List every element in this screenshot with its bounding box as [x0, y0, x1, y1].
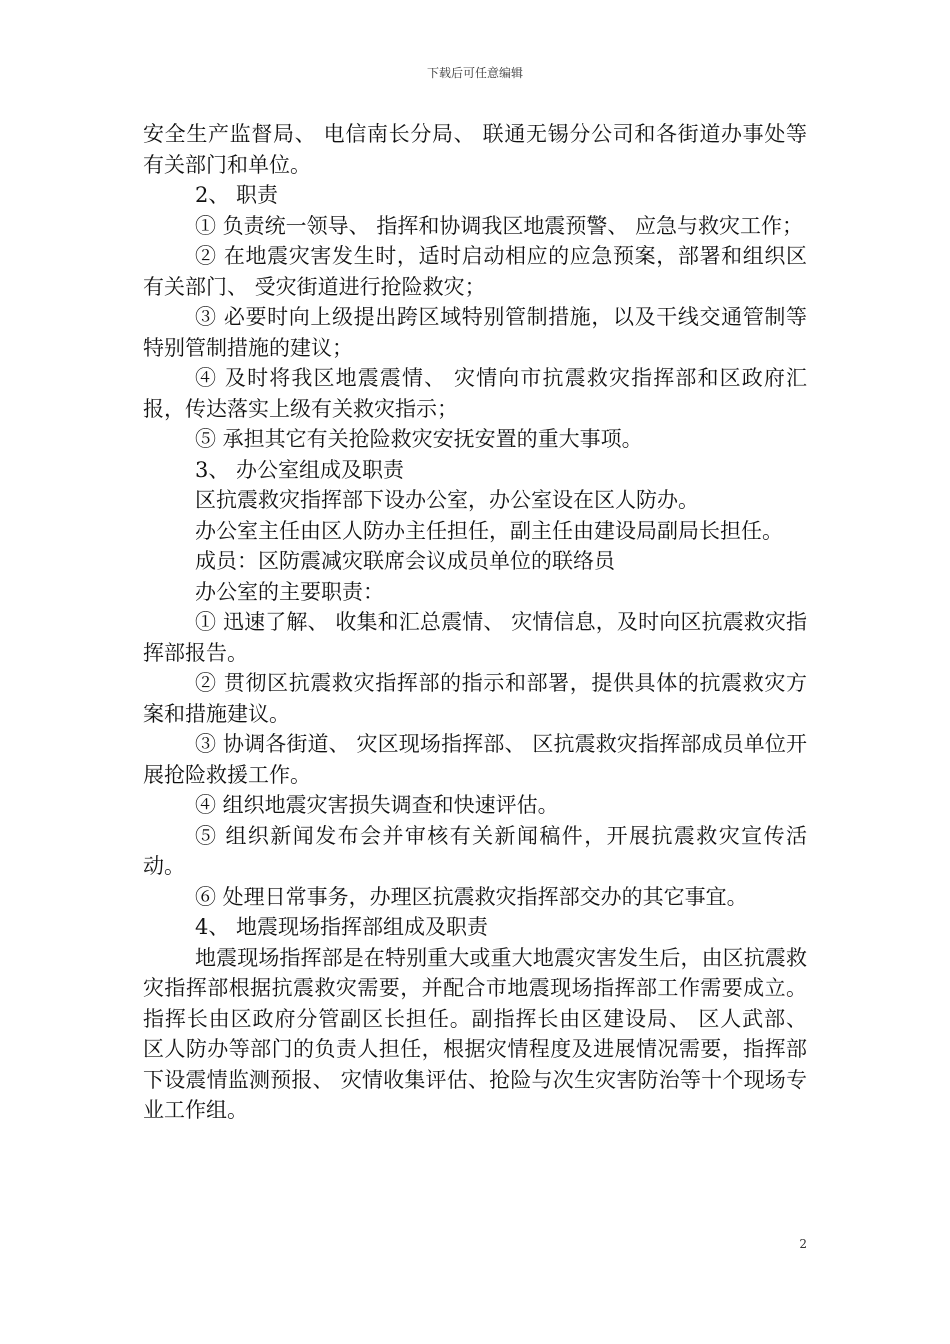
- list-item: ③ 必要时向上级提出跨区域特别管制措施，以及干线交通管制等特别管制措施的建议；: [143, 305, 807, 360]
- section-heading: 3、 办公室组成及职责: [195, 457, 405, 482]
- list-item: ② 在地震灾害发生时，适时启动相应的应急预案，部署和组织区有关部门、 受灾街道进行抢险救灾；: [143, 244, 807, 299]
- section-heading: 2、 职责: [195, 183, 279, 207]
- paragraph: 地震现场指挥部是在特别重大或重大地震灾害发生后，由区抗震救灾指挥部根据抗震救灾需要，并配合市地震现场指挥部工作需要成立。指挥长由区政府分管副区长担任。副指挥长由区建设局、 区人武部、 区人防办等部门的负责人担任，根据灾情程度及进展情况需要，指挥部下设震情监测预报、 灾情收集评估、抢险与次生灾害防治等十个现场专业工作组。: [143, 945, 807, 1122]
- paragraph: 安全生产监督局、 电信南长分局、 联通无锡分公司和各街道办事处等有关部门和单位。: [143, 122, 807, 177]
- list-item: ③ 协调各街道、 灾区现场指挥部、 区抗震救灾指挥部成员单位开展抢险救援工作。: [143, 732, 807, 787]
- page-number: 2: [799, 1237, 807, 1251]
- page-header: 下载后可任意编辑: [426, 66, 523, 80]
- list-item: ① 负责统一领导、 指挥和协调我区地震预警、 应急与救灾工作；: [195, 213, 804, 238]
- paragraph: 区抗震救灾指挥部下设办公室，办公室设在区人防办。: [195, 488, 699, 512]
- paragraph: 办公室主任由区人防办主任担任，副主任由建设局副局长担任。: [195, 518, 783, 543]
- list-item: ⑤ 承担其它有关抢险救灾安抚安置的重大事项。: [195, 427, 643, 451]
- list-item: ① 迅速了解、 收集和汇总震情、 灾情信息，及时向区抗震救灾指挥部报告。: [143, 610, 807, 665]
- section-heading: 4、 地震现场指挥部组成及职责: [195, 915, 489, 939]
- list-item: ④ 及时将我区地震震情、 灾情向市抗震救灾指挥部和区政府汇报，传达落实上级有关救灾指示；: [143, 366, 807, 421]
- list-item: ⑤ 组织新闻发布会并审核有关新闻稿件，开展抗震救灾宣传活动。: [143, 823, 807, 878]
- list-item: ⑥ 处理日常事务，办理区抗震救灾指挥部交办的其它事宜。: [195, 884, 748, 909]
- list-item: ④ 组织地震灾害损失调查和快速评估。: [195, 793, 559, 817]
- document-body: [143, 119, 807, 1126]
- paragraph: 办公室的主要职责：: [195, 579, 384, 604]
- list-item: ② 贯彻区抗震救灾指挥部的指示和部署，提供具体的抗震救灾方案和措施建议。: [143, 671, 807, 726]
- paragraph: 成员：区防震减灾联席会议成员单位的联络员: [195, 549, 615, 573]
